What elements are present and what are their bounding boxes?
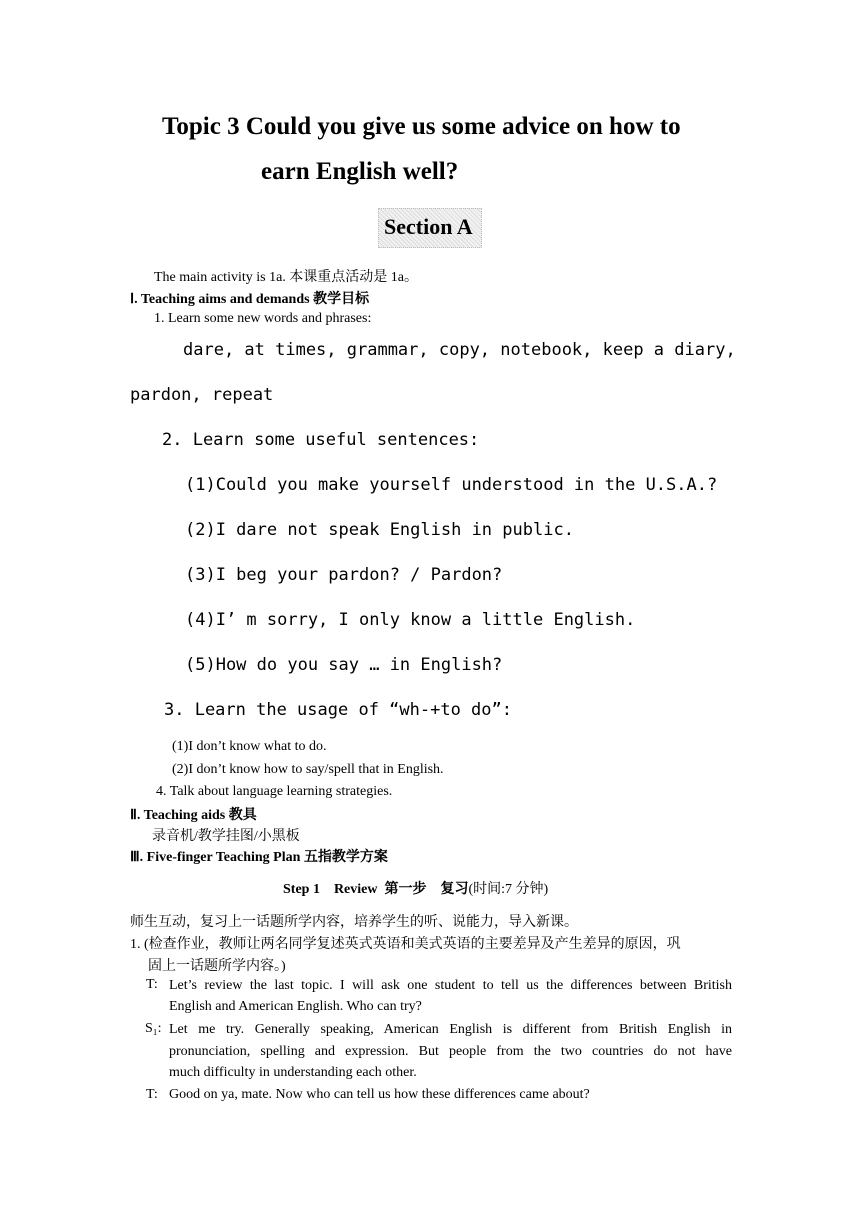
sentence-1: (1)Could you make yourself understood in the U.S.A.?	[185, 475, 718, 495]
step1-item-line-1: 1. (检查作业，教师让两名同学复述英式英语和美式英语的主要差异及产生差异的原因，巩	[130, 937, 681, 952]
part1-heading: Ⅰ. Teaching aims and demands 教学目标	[130, 292, 370, 307]
step1-heading: Step 1 Review 第一步 复习	[283, 882, 469, 897]
part3-heading: Ⅲ. Five-finger Teaching Plan 五指教学方案	[130, 850, 388, 865]
dialogue-line: much difficulty in understanding each other.	[169, 1065, 417, 1080]
sentence-5: (5)How do you say … in English?	[185, 655, 503, 675]
words-line-2: pardon, repeat	[130, 385, 274, 405]
title-line-1: Topic 3 Could you give us some advice on how to	[162, 113, 681, 140]
usage-2: (2)I don’t know how to say/spell that in English.	[172, 762, 444, 777]
step1-intro: 师生互动，复习上一话题所学内容，培养学生的听、说能力，导入新课。	[130, 915, 578, 930]
dialogue-line: Let me try. Generally speaking, American English is different from British English in	[169, 1022, 732, 1037]
main-activity: The main activity is 1a. 本课重点活动是 1a。	[154, 270, 419, 285]
part1-item4: 4. Talk about language learning strategies.	[156, 784, 393, 799]
sentence-2: (2)I dare not speak English in public.	[185, 520, 574, 540]
title-line-2: earn English well?	[261, 158, 459, 185]
speaker-label: T:	[146, 1087, 158, 1102]
speaker-label: T:	[146, 977, 158, 992]
part1-item3: 3. Learn the usage of “wh-+to do”:	[164, 700, 512, 720]
dialogue-line: Let’s review the last topic. I will ask one student to tell us the differences between British	[169, 978, 732, 993]
words-line-1: dare, at times, grammar, copy, notebook, keep a diary,	[183, 340, 736, 360]
step1-time: (时间:7 分钟)	[468, 882, 549, 897]
part1-item1: 1. Learn some new words and phrases:	[154, 311, 372, 326]
part2-content: 录音机/教学挂图/小黑板	[152, 829, 300, 844]
dialogue-line: Good on ya, mate. Now who can tell us how these differences came about?	[169, 1087, 590, 1102]
usage-1: (1)I don’t know what to do.	[172, 739, 327, 754]
dialogue-line: English and American English. Who can try?	[169, 999, 422, 1014]
speaker-label: S₁:	[145, 1021, 162, 1036]
dialogue-line: pronunciation, spelling and expression. But people from the two countries do not have	[169, 1044, 732, 1059]
step1-item-line-2: 固上一话题所学内容。)	[148, 959, 286, 974]
section-heading: Section A	[384, 214, 473, 239]
part1-item2: 2. Learn some useful sentences:	[162, 430, 480, 450]
part2-heading: Ⅱ. Teaching aids 教具	[130, 808, 257, 823]
sentence-4: (4)I’ m sorry, I only know a little English.	[185, 610, 636, 630]
step1-heading-row	[283, 878, 548, 898]
sentence-3: (3)I beg your pardon? / Pardon?	[185, 565, 503, 585]
